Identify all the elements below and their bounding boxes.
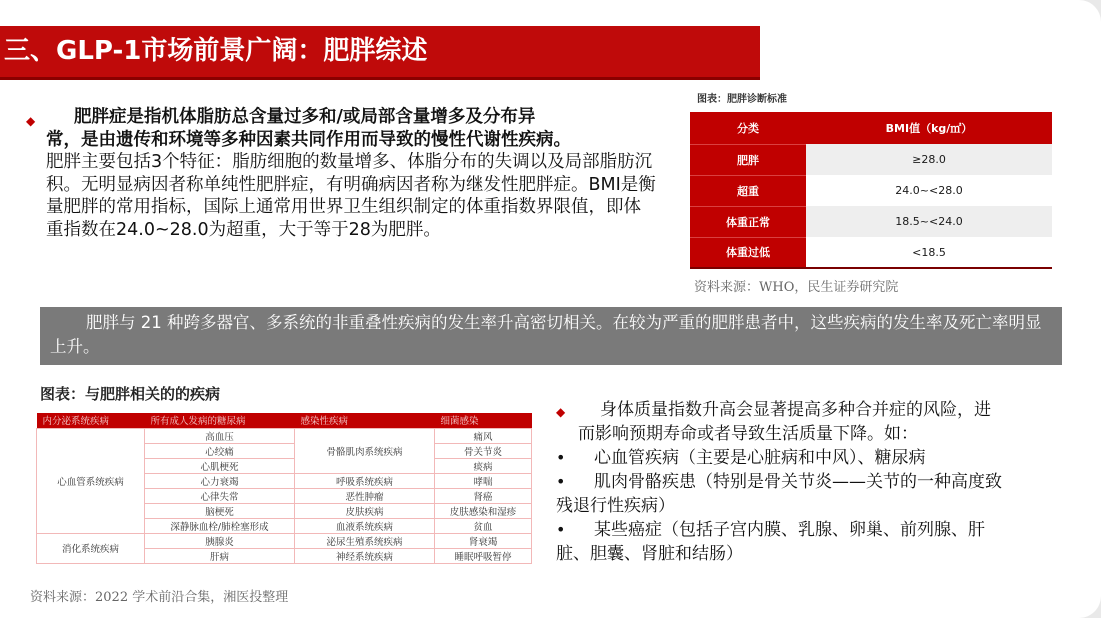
page-title: 三、GLP-1市场前景广阔：肥胖综述 — [4, 36, 428, 66]
disease-cell: 血液系统疾病 — [295, 518, 435, 533]
disease-header: 内分泌系统疾病 — [37, 413, 145, 428]
disease-cell: 肝病 — [145, 548, 295, 563]
bmi-category: 超重 — [690, 175, 806, 206]
bmi-value: 24.0~<28.0 — [806, 175, 1052, 206]
disease-cell: 泌尿生殖系统疾病 — [295, 533, 435, 548]
bmi-table — [690, 112, 1052, 269]
disease-cell: 皮肤疾病 — [295, 503, 435, 518]
comorbidity-intro-first: 身体质量指数升高会显著提高多种合并症的风险，进 — [600, 400, 991, 420]
comorbidity-list — [556, 446, 1086, 566]
bmi-category: 体重过低 — [690, 237, 806, 268]
highlight-text: 肥胖与 21 种跨多器官、多系统的非重叠性疾病的发生率升高密切相关。在较为严重的肥胖患者中，这些疾病的发生率及死亡率明显上升。 — [50, 313, 1042, 356]
bmi-category: 肥胖 — [690, 144, 806, 175]
intro-body: 肥胖主要包括3个特征：脂肪细胞的数量增多、体脂分布的失调以及局部脂肪沉积。无明显病因者称单纯性肥胖症，有明确病因者称为继发性肥胖症。BMI是衡量肥胖的常用指标，国际上通常用世界卫生组织制定的体重指数界限值，即体重指数在24.0~28.0为超重，大于等于28为肥胖。 — [46, 152, 656, 240]
list-item-text: 肌肉骨骼疾患（特别是骨关节炎——关节的一种高度致 — [594, 472, 1002, 492]
group-digest: 消化系统疾病 — [37, 533, 145, 563]
bullet-dot-icon: • — [556, 448, 566, 467]
intro-paragraph — [26, 106, 656, 241]
bmi-value: ≥28.0 — [806, 144, 1052, 175]
bmi-source: 资料来源：WHO，民生证券研究院 — [694, 280, 899, 295]
title-bar — [0, 26, 760, 80]
disease-header: 所有成人发病的糖尿病 — [145, 413, 295, 428]
disease-header: 细菌感染 — [435, 413, 532, 428]
disease-cell: 心肌梗死 — [145, 458, 295, 473]
table-row — [690, 144, 1052, 175]
intro-bold-lead: 肥胖症是指机体脂肪总含量过多和/或局部含量增多及分布异 — [74, 107, 536, 127]
disease-cell: 深静脉血栓/肺栓塞形成 — [145, 518, 295, 533]
table-row — [37, 533, 532, 548]
disease-cell: 心力衰竭 — [145, 473, 295, 488]
list-item — [556, 446, 1086, 470]
disease-cell: 神经系统疾病 — [295, 548, 435, 563]
list-item — [556, 470, 1086, 518]
disease-cell: 心律失常 — [145, 488, 295, 503]
disease-cell: 痰病 — [435, 458, 532, 473]
disease-cell: 肾衰竭 — [435, 533, 532, 548]
bmi-value: <18.5 — [806, 237, 1052, 268]
bmi-header-category: 分类 — [690, 112, 806, 144]
comorbidity-text — [556, 398, 1086, 566]
table-row — [690, 206, 1052, 237]
comorbidity-intro-rest: 而影响预期寿命或者导致生活质量下降。如： — [578, 424, 918, 444]
list-item-text-cont: 脏、胆囊、肾脏和结肠） — [556, 544, 743, 564]
list-item-text-cont: 残退行性疾病） — [556, 496, 675, 516]
disease-cell: 贫血 — [435, 518, 532, 533]
diamond-bullet-icon: ◆ — [556, 405, 566, 419]
list-item — [556, 518, 1086, 566]
disease-source: 资料来源：2022 学术前沿合集，湘医投整理 — [30, 590, 289, 605]
disease-cell: 心绞痛 — [145, 443, 295, 458]
disease-table — [36, 413, 532, 564]
bullet-dot-icon: • — [556, 472, 566, 491]
group-cardio: 心血管系统疾病 — [37, 428, 145, 533]
disease-cell: 胰腺炎 — [145, 533, 295, 548]
table-row — [690, 237, 1052, 268]
diamond-bullet-icon: ◆ — [26, 114, 36, 128]
list-item-text: 某些癌症（包括子宫内膜、乳腺、卵巢、前列腺、肝 — [594, 520, 985, 540]
intro-bold-cont: 常，是由遗传和环境等多种因素共同作用而导致的慢性代谢性疾病。 — [46, 129, 571, 150]
group-musculo: 骨骼肌肉系统疾病 — [295, 428, 435, 473]
list-item-text: 心血管疾病（主要是心脏病和中风）、糖尿病 — [594, 448, 926, 468]
disease-cell: 恶性肿瘤 — [295, 488, 435, 503]
bmi-category: 体重正常 — [690, 206, 806, 237]
highlight-box — [40, 307, 1062, 365]
bmi-table-caption: 图表：肥胖诊断标准 — [697, 94, 787, 105]
bmi-header-value: BMI值（kg/㎡） — [806, 112, 1052, 144]
table-row — [690, 175, 1052, 206]
disease-cell: 皮肤感染和湿疹 — [435, 503, 532, 518]
disease-cell: 呼吸系统疾病 — [295, 473, 435, 488]
disease-header: 感染性疾病 — [295, 413, 435, 428]
disease-cell: 睡眠呼吸暂停 — [435, 548, 532, 563]
disease-cell: 脑梗死 — [145, 503, 295, 518]
disease-cell: 痛风 — [435, 428, 532, 443]
disease-table-caption: 图表：与肥胖相关的的疾病 — [40, 385, 221, 403]
disease-cell: 肾癌 — [435, 488, 532, 503]
table-row — [37, 428, 532, 443]
comorbidity-intro — [556, 398, 1086, 422]
disease-cell: 骨关节炎 — [435, 443, 532, 458]
bullet-dot-icon: • — [556, 520, 566, 539]
disease-cell: 哮喘 — [435, 473, 532, 488]
disease-cell: 高血压 — [145, 428, 295, 443]
bmi-value: 18.5~<24.0 — [806, 206, 1052, 237]
